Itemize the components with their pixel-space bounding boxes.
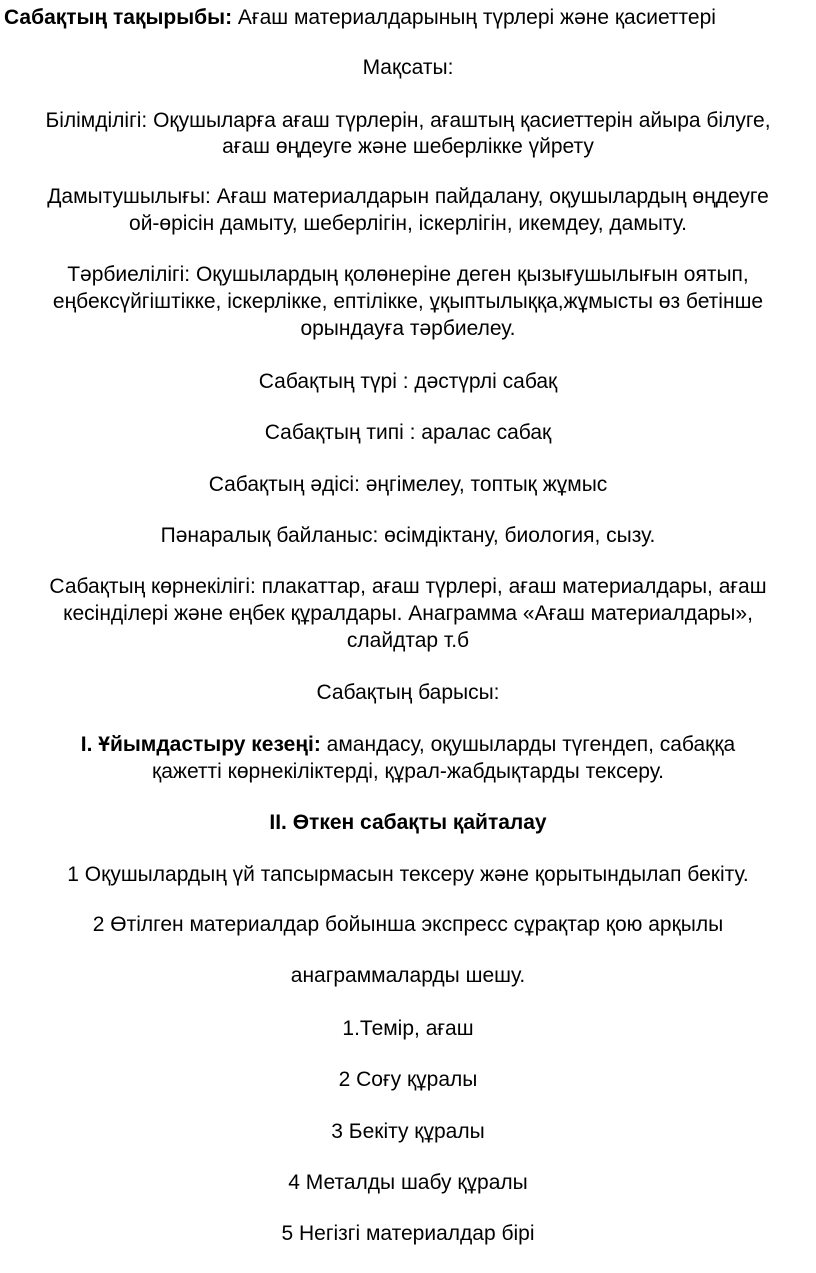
stage1-text: амандасу, оқушыларды түгендеп, сабаққа — [320, 733, 736, 756]
stage2-heading: ІІ. Өткен сабақты қайталау — [269, 811, 547, 834]
upbringing-goal-line3: орындауға тәрбиелеу. — [300, 317, 516, 340]
step2-line1: 2 Өтілген материалдар бойынша экспресс сұрақтар қою арқылы — [92, 913, 724, 936]
anagram-item: 1.Темір, ағаш — [342, 1017, 474, 1040]
lesson-method: Сабақтың әдісі: әңгімелеу, топтық жұмыс — [208, 473, 608, 496]
anagram-item: 4 Металды шабу құралы — [288, 1171, 528, 1194]
step2-line2: анаграммаларды шешу. — [290, 964, 526, 987]
anagram-item: 3 Бекіту құралы — [331, 1120, 485, 1143]
visual-aids-line3: слайдтар т.б — [346, 629, 470, 652]
lesson-topic-label: Сабақтың тақырыбы: — [4, 6, 233, 29]
lesson-kind: Сабақтың түрі : дәстүрлі сабақ — [258, 370, 558, 393]
stage1-label: І. Ұйымдастыру кезеңі: — [80, 733, 321, 756]
developmental-goal-line1: Дамытушылығы: Ағаш материалдарын пайдалану, оқушылардың өңдеуге — [47, 185, 769, 208]
visual-aids-line1: Сабақтың көрнекілігі: плакаттар, ағаш түрлері, ағаш материалдары, ағаш — [49, 575, 767, 598]
lesson-topic-value: Ағаш материалдарының түрлері және қасиеттері — [232, 6, 716, 29]
stage1-line1 — [0, 732, 816, 758]
interdisciplinary-links: Пәнаралық байланыс: өсімдіктану, биология, сызу. — [160, 524, 656, 547]
visual-aids-line2: кесінділері және еңбек құралдары. Анаграмма «Ағаш материалдары», — [63, 602, 753, 625]
goals-heading: Мақсаты: — [362, 56, 454, 79]
lesson-progress-heading: Сабақтың барысы: — [316, 681, 500, 704]
upbringing-goal-line2: еңбексүйгіштікке, іскерлікке, ептілікке, ұқыптылыққа,жұмысты өз бетінше — [52, 290, 764, 313]
developmental-goal-line2: ой-өрісін дамыту, шеберлігін, іскерлігін, икемдеу, дамыту. — [129, 212, 687, 235]
lesson-topic — [0, 5, 816, 31]
educational-goal-line2: ағаш өңдеуге және шеберлікке үйрету — [222, 135, 594, 158]
lesson-type: Сабақтың типі : аралас сабақ — [264, 421, 552, 444]
step1-homework-check: 1 Оқушылардың үй тапсырмасын тексеру және қорытындылап бекіту. — [67, 863, 749, 886]
upbringing-goal-line1: Тәрбиелілігі: Оқушылардың қолөнеріне деген қызығушылығын оятып, — [67, 263, 749, 286]
educational-goal-line1: Білімділігі: Оқушыларға ағаш түрлерін, ағаштың қасиеттерін айыра білуге, — [45, 109, 771, 132]
anagram-item: 2 Соғу құралы — [338, 1068, 478, 1091]
anagram-item: 5 Негізгі материалдар бірі — [281, 1222, 535, 1245]
stage1-line2: қажетті көрнекіліктерді, құрал-жабдықтарды тексеру. — [152, 760, 664, 783]
